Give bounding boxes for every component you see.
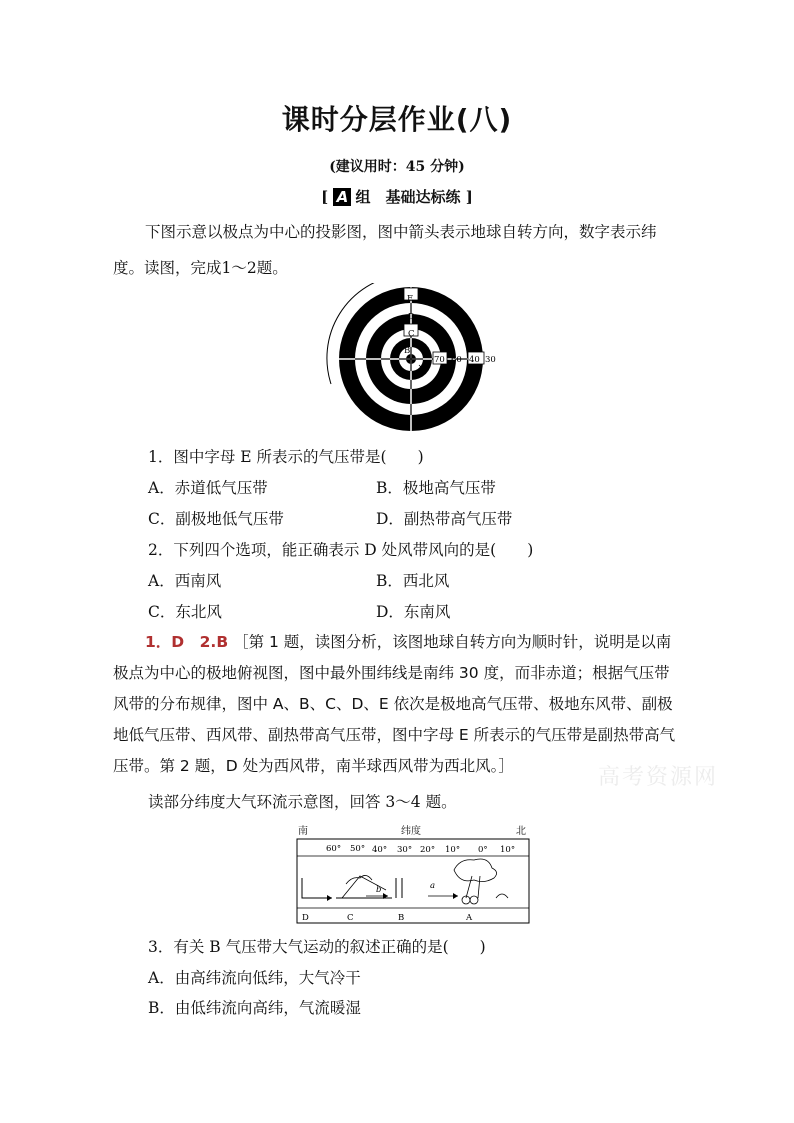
bracket-open: [ [321,188,329,206]
q1-option-c: C．副极地低气压带 [148,510,284,528]
label-A: A [418,366,425,376]
fig2-north: 北 [516,826,526,837]
label-70: 70 [434,355,445,365]
tick-30: 30° [397,845,413,855]
tick-50: 50° [350,844,366,854]
intro-paragraph-1: 下图示意以极点为中心的投影图，图中箭头表示地球自转方向，数字表示纬度。读图，完成1～2题。 [113,223,657,277]
answer-key: 1．D 2.B [145,633,229,651]
group-text: 组 基础达标练 [355,188,461,206]
tick-0: 0° [478,845,488,855]
question-1-stem: 1．图中字母 E 所表示的气压带是( ) [148,448,424,466]
watermark: 高考资源网 [598,765,719,790]
band-A: A [466,913,473,923]
suggested-time: (建议用时：45 分钟) [329,159,465,175]
label-30: 30 [485,355,496,365]
q2-option-c: C．东北风 [148,603,222,621]
label-C: C [408,329,415,339]
intro-paragraph-2: 读部分纬度大气环流示意图，回答 3～4 题。 [148,793,457,811]
label-E: E [407,294,414,304]
arrow-b: b [376,885,382,895]
circulation-figure [296,822,532,926]
band-D: D [302,913,309,923]
circulation-diagram [296,838,532,926]
tick-10-n: 10° [500,845,516,855]
label-40: 40 [469,355,480,365]
answer-explanation-1-2 [113,627,683,782]
q2-option-b: B．西北风 [376,572,450,590]
q1-option-a: A．赤道低气压带 [148,479,268,497]
question-3-stem: 3．有关 B 气压带大气运动的叙述正确的是( ) [148,938,486,956]
label-60: 60 [451,355,462,365]
label-D: D [408,312,415,322]
bracket-close: ] [465,188,473,206]
q2-option-d: D．东南风 [376,603,451,621]
group-letter-badge: A [333,188,351,206]
label-B: B [404,346,411,356]
question-2-stem: 2．下列四个选项，能正确表示 D 处风带风向的是( ) [148,541,534,559]
tick-20: 20° [420,845,436,855]
q3-option-a: A．由高纬流向低纬，大气冷干 [148,969,361,987]
fig2-south: 南 [298,826,308,837]
q2-option-a: A．西南风 [148,572,222,590]
arrow-a: a [430,881,436,891]
q3-option-b: B．由低纬流向高纬，气流暖湿 [148,999,361,1017]
band-B: B [398,913,405,923]
answer-text: ［第 1 题，读图分析，该图地球自转方向为顺时针，说明是以南极点为中心的极地俯视图，图中最外围纬线是南纬 30 度，而非赤道；根据气压带风带的分布规律，图中 A、B、C、D、E 依次是极地高气压带、极地东风带、副极地低气压带、西风带、副热带高气压带，图中字母 E 所表示的气压带是副热带高气压带。第 2 题，D 处为西风带，南半球西风带为西北风。］ [113,633,676,775]
q1-option-b: B．极地高气压带 [376,479,496,497]
fig2-lat-label: 纬度 [401,826,421,837]
q1-option-d: D．副热带高气压带 [376,510,513,528]
group-label [0,186,794,207]
tick-60: 60° [326,844,342,854]
polar-projection-figure [320,283,510,435]
tick-10-s: 10° [445,845,461,855]
band-C: C [347,913,354,923]
page-title: 课时分层作业(八) [281,103,513,136]
tick-40: 40° [372,845,388,855]
